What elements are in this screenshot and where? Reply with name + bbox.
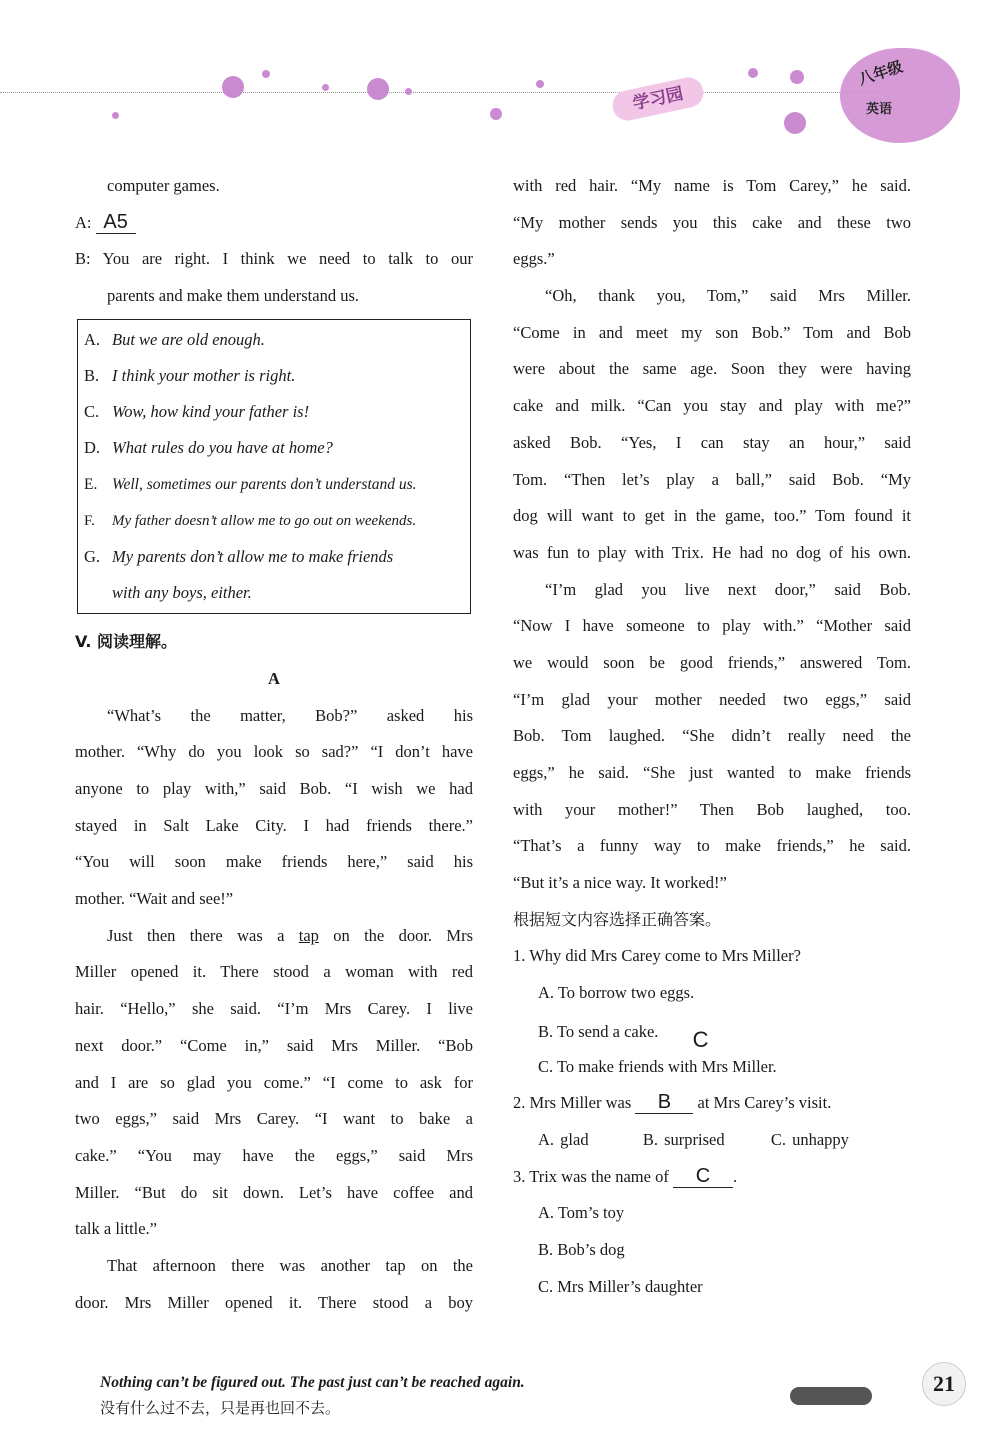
option-key: F. [84, 512, 95, 529]
option-text: C. unhappy [770, 1129, 849, 1149]
question-1: 1. Why did Mrs Carey come to Mrs Miller? [513, 946, 801, 966]
decor-dot [784, 112, 806, 134]
question-2 [513, 1085, 911, 1122]
footer-quote-cn: 没有什么过不去，只是再也回不去。 [100, 1399, 341, 1417]
passage-line: with your mother!” Then Bob laughed, too. [513, 799, 911, 819]
question-text: . [732, 1166, 738, 1186]
decor-dot [112, 112, 119, 119]
option-text: B. surprised [642, 1129, 725, 1149]
option-item [78, 322, 470, 358]
answer-blank: A5 [96, 211, 136, 234]
passage-line: next door.” “Come in,” said Mrs Miller. “Bob [75, 1035, 473, 1055]
option-1b [513, 1012, 911, 1052]
passage-line: talk a little.” [75, 1219, 158, 1239]
page-header [0, 0, 1000, 160]
passage-line: Miller. “But do sit down. Let’s have coffee and [75, 1182, 473, 1202]
option-text: But we are old enough. [112, 329, 265, 349]
option-text: Wow, how kind your father is! [112, 402, 310, 422]
decor-dot [748, 68, 758, 78]
grade-label: 八年级 [856, 57, 905, 89]
option-text: My father doesn’t allow me to go out on weekends. [112, 512, 417, 529]
header-divider [0, 92, 880, 94]
decor-dot [222, 76, 244, 98]
option-text: A. glad [538, 1129, 589, 1149]
option-key: B. [84, 365, 100, 385]
passage-line: “Come in and meet my son Bob.” Tom and Bob [513, 322, 911, 342]
option-item [78, 430, 470, 466]
left-column [75, 168, 473, 1321]
text-line: computer games. [107, 176, 220, 195]
option-3c: C. Mrs Miller’s daughter [538, 1276, 703, 1296]
answer-blank: B [635, 1091, 693, 1114]
option-key: D. [84, 438, 101, 458]
decor-dot [262, 70, 270, 78]
question-text: 3. Trix was the name of [513, 1166, 673, 1186]
question-2-options [513, 1122, 911, 1159]
text-line: B: You are right. I think we need to talk to our [75, 249, 473, 269]
passage-line: was fun to play with Trix. He had no dog of his own. [513, 542, 911, 562]
subject-label: 英语 [866, 102, 893, 117]
footer-tag [790, 1387, 872, 1405]
decor-dot [367, 78, 389, 100]
option-text: Well, sometimes our parents don’t understand us. [112, 475, 417, 493]
passage-line: and I are so glad you come.” “I come to ask for [75, 1072, 473, 1092]
question-text: at Mrs Carey’s visit. [693, 1093, 832, 1113]
passage-line: two eggs,” said Mrs Carey. “I want to bake a [75, 1109, 473, 1129]
passage-line: “But it’s a nice way. It worked!” [513, 873, 727, 893]
passage-line: dog will want to get in the game, too.” Tom found it [513, 506, 911, 526]
passage-line: asked Bob. “Yes, I can stay an hour,” said [513, 432, 911, 452]
passage-line: “Now I have someone to play with.” “Mother said [513, 616, 911, 636]
passage-line: Miller opened it. There stood a woman with red [75, 962, 473, 982]
option-key: G. [84, 546, 101, 566]
passage-line: stayed in Salt Lake City. I had friends there.” [75, 815, 473, 835]
option-item [78, 503, 470, 539]
passage-line: That afternoon there was another tap on the [107, 1255, 473, 1275]
option-text: B. To send a cake. [538, 1021, 659, 1041]
footer-quote-en: Nothing can’t be figured out. The past just can’t be reached again. [100, 1374, 525, 1391]
option-text: with any boys, either. [112, 583, 252, 603]
option-text: My parents don’t allow me to make friends [112, 546, 394, 566]
passage-line: mother. “Why do you look so sad?” “I don’t have [75, 742, 473, 762]
passage-title: A [268, 668, 280, 688]
passage-line: eggs,” he said. “She just wanted to make friends [513, 763, 911, 782]
instruction: 根据短文内容选择正确答案。 [513, 909, 722, 929]
decor-dot [536, 80, 544, 88]
passage-line: were about the same age. Soon they were having [513, 359, 911, 379]
passage-line: “You will soon make friends here,” said his [75, 852, 473, 872]
passage-line: we would soon be good friends,” answered Tom. [513, 652, 911, 672]
passage-line: “My mother sends you this cake and these two [513, 212, 911, 232]
option-item [78, 539, 470, 575]
answer-blank: C [673, 1165, 733, 1188]
option-text: I think your mother is right. [112, 365, 296, 385]
passage-line: hair. “Hello,” she said. “I’m Mrs Carey. I live [75, 999, 473, 1019]
passage-line: mother. “Wait and see!” [75, 889, 234, 909]
right-column [513, 168, 911, 1305]
decor-dot [490, 108, 502, 120]
passage-line: cake.” “You may have the eggs,” said Mrs [75, 1145, 473, 1165]
passage-line: with red hair. “My name is Tom Carey,” he said. [513, 176, 911, 195]
option-key: E. [84, 475, 98, 493]
section-banner: 学习园 [610, 75, 706, 123]
option-item [78, 575, 470, 611]
passage-line: door. Mrs Miller opened it. There stood a boy [75, 1292, 473, 1312]
handwritten-answer: C [692, 1026, 709, 1052]
passage-line: anyone to play with,” said Bob. “I wish we had [75, 779, 473, 798]
question-3 [513, 1159, 911, 1196]
option-item [78, 467, 470, 503]
section-title: V. 阅读理解。 [75, 632, 177, 652]
option-3b: B. Bob’s dog [538, 1239, 625, 1259]
page-number: 21 [922, 1362, 966, 1406]
options-box [77, 319, 471, 615]
option-item [78, 394, 470, 430]
dialog-line-a [75, 205, 473, 242]
passage-line: “Oh, thank you, Tom,” said Mrs Miller. [545, 286, 911, 306]
passage-line: “That’s a funny way to make friends,” he said. [513, 836, 911, 856]
question-text: 2. Mrs Miller was [513, 1093, 636, 1113]
text-line: parents and make them understand us. [107, 286, 360, 306]
passage-line: “I’m glad you live next door,” said Bob. [545, 579, 911, 599]
decor-dot [790, 70, 804, 84]
passage-line: “I’m glad your mother needed two eggs,” said [513, 689, 911, 709]
decor-dot [405, 88, 412, 95]
passage-line: “What’s the matter, Bob?” asked his [107, 705, 473, 725]
passage-line: cake and milk. “Can you stay and play with me?” [513, 396, 911, 416]
passage-line: Bob. Tom laughed. “She didn’t really need the [513, 726, 911, 746]
passage-line: Just then there was a tap on the door. Mrs [107, 925, 473, 945]
speaker-label: A: [75, 212, 96, 232]
option-1c: C. To make friends with Mrs Miller. [538, 1056, 777, 1076]
option-text: What rules do you have at home? [112, 438, 333, 458]
passage-line: Tom. “Then let’s play a ball,” said Bob. “My [513, 469, 911, 489]
option-item [78, 358, 470, 394]
option-key: C. [84, 402, 100, 422]
passage-line: eggs.” [513, 249, 555, 269]
option-key: A. [84, 329, 101, 349]
option-1a: A. To borrow two eggs. [538, 983, 695, 1003]
option-3a: A. Tom’s toy [538, 1203, 625, 1223]
decor-dot [322, 84, 329, 91]
